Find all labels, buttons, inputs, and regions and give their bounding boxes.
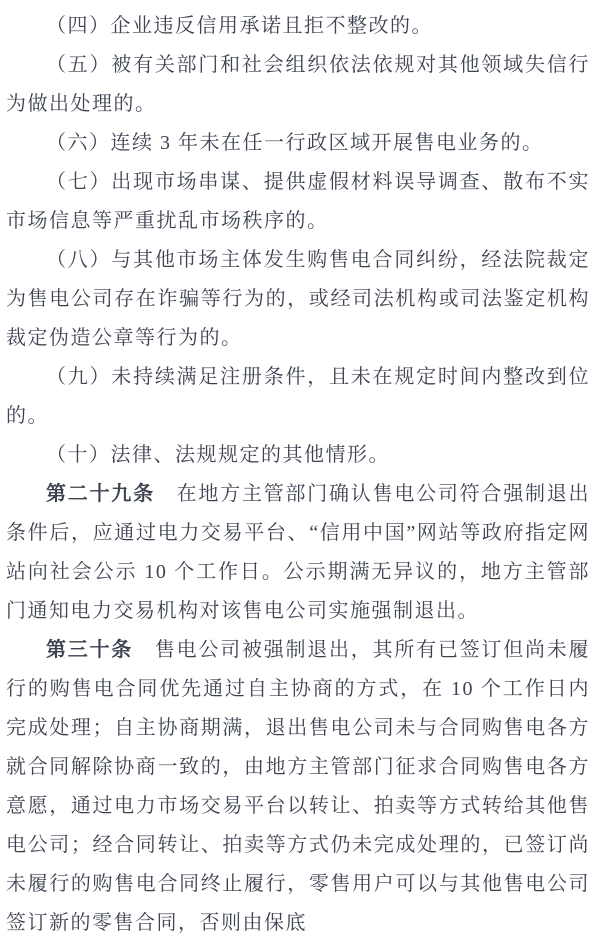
article-number: 第三十条 bbox=[46, 639, 134, 661]
document-body bbox=[6, 7, 590, 943]
paragraph-7: （十）法律、法规规定的其他情形。 bbox=[46, 444, 390, 466]
paragraph-1: （四）企业违反信用承诺且拒不整改的。 bbox=[46, 15, 433, 37]
paragraph-2: （五）被有关部门和社会组织依法依规对其他领域失信行为做出处理的。 bbox=[6, 54, 590, 115]
paragraph-4: （七）出现市场串谋、提供虚假材料误导调查、散布不实市场信息等严重扰乱市场秩序的。 bbox=[6, 171, 590, 232]
paragraph-8: 第二十九条 在地方主管部门确认售电公司符合强制退出条件后，应通过电力交易平台、“信用中国”网站等政府指定网站向社会公示 10 个工作日。公示期满无异议的，地方主管部门通知电力交易机构对该售电公司实施强制退出。 bbox=[6, 483, 591, 622]
paragraph-3: （六）连续 3 年未在任一行政区域开展售电业务的。 bbox=[46, 132, 544, 154]
paragraph-9: 第三十条 售电公司被强制退出，其所有已签订但尚未履行的购售电合同优先通过自主协商的方式，在 10 个工作日内完成处理；自主协商期满，退出售电公司未与合同购售电各方就合同解除协商一致的，由地方主管部门征求合同购售电各方意愿，通过电力市场交易平台以转让、拍卖等方式转给其他售电公司；经合同转让、拍卖等方式仍未完成处理的，已签订尚未履行的购售电合同终止履行，零售用户可以与其他售电公司签订新的零售合同，否则由保底 bbox=[6, 639, 591, 934]
paragraph-5: （八）与其他市场主体发生购售电合同纠纷，经法院裁定为售电公司存在诈骗等行为的，或经司法机构或司法鉴定机构裁定伪造公章等行为的。 bbox=[6, 249, 590, 349]
paragraph-6: （九）未持续满足注册条件，且未在规定时间内整改到位的。 bbox=[6, 366, 590, 427]
article-number: 第二十九条 bbox=[46, 483, 155, 505]
